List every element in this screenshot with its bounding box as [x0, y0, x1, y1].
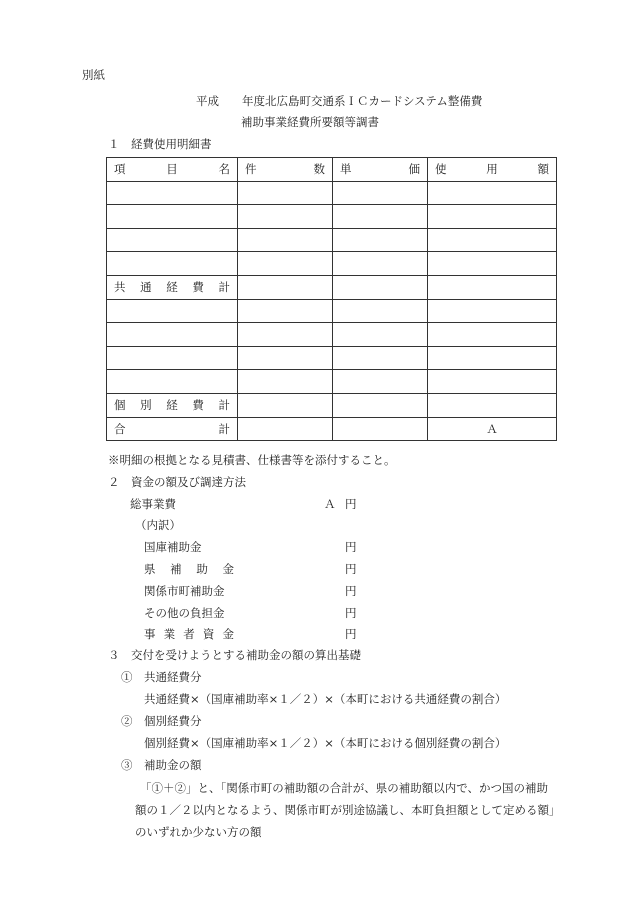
expense-detail-table [106, 157, 557, 441]
subsidy-amount-line-2: 額の１／２以内となるよう、関係市町が別途協議し、本町負担額として定める額」 [135, 803, 561, 817]
individual-cost-sub-heading: ② 個別経費分 [121, 714, 202, 728]
subsidy-amount-line-3: のいずれか少ない方の額 [135, 825, 262, 839]
individual-expense-total-row [107, 393, 557, 417]
table-row [107, 205, 557, 229]
table-row [107, 370, 557, 394]
breakdown-label: （内訳） [135, 518, 181, 532]
section1-heading: １ 経費使用明細書 [108, 137, 212, 151]
section2-heading: ２ 資金の額及び調達方法 [108, 475, 246, 489]
grand-total-label: 合 計 [107, 417, 238, 441]
fund-label-prefecture-subsidy: 県 補 助 金 [144, 562, 234, 576]
common-cost-sub-heading: ① 共通経費分 [121, 670, 202, 684]
grand-total-row [107, 417, 557, 441]
fund-yen: 円 [345, 540, 357, 554]
individual-cost-formula: 個別経費×（国庫補助率×１／２）×（本町における個別経費の割合） [144, 736, 507, 750]
individual-expense-total-label: 個 別 経 費 計 [107, 393, 238, 417]
fund-yen: 円 [345, 584, 357, 598]
common-cost-formula: 共通経費×（国庫補助率×１／２）×（本町における共通経費の割合） [144, 692, 507, 706]
table-row [107, 252, 557, 276]
common-expense-total-label: 共 通 経 費 計 [107, 275, 238, 299]
grand-total-amount-mark: Ａ [428, 417, 557, 441]
table-row [107, 323, 557, 347]
title-line-1: 平成 年度北広島町交通系ＩＣカードシステム整備費 [196, 94, 483, 108]
table-row [107, 299, 557, 323]
header-quantity: 件 数 [238, 158, 333, 182]
total-project-cost-label: 総事業費 [130, 497, 176, 511]
subsidy-amount-sub-heading: ③ 補助金の額 [121, 758, 202, 772]
fund-label-other-contributions: その他の負担金 [144, 606, 225, 620]
title-line-2: 補助事業経費所要額等調書 [241, 115, 379, 129]
total-mark: Ａ [324, 497, 336, 511]
attachment-label: 別紙 [82, 68, 105, 82]
table-row [107, 228, 557, 252]
fund-yen: 円 [345, 606, 357, 620]
subsidy-amount-line-1: 「①＋②」と、「関係市町の補助額の合計が、県の補助額以内で、かつ国の補助 [140, 781, 549, 795]
common-expense-total-row [107, 275, 557, 299]
fund-label-operator-funds: 事 業 者 資 金 [144, 627, 234, 641]
header-unit-price: 単 価 [333, 158, 428, 182]
table-row [107, 181, 557, 205]
section3-heading: ３ 交付を受けようとする補助金の額の算出基礎 [108, 648, 361, 662]
fund-yen: 円 [345, 627, 357, 641]
attachment-note: ※明細の根拠となる見積書、仕様書等を添付すること。 [108, 453, 396, 467]
header-amount-used: 使 用 額 [428, 158, 557, 182]
table-row [107, 346, 557, 370]
total-yen: 円 [345, 497, 357, 511]
fund-label-municipal-subsidy: 関係市町補助金 [144, 584, 225, 598]
table-header-row [107, 158, 557, 182]
fund-label-national-subsidy: 国庫補助金 [144, 540, 202, 554]
header-item-name: 項 目 名 [107, 158, 238, 182]
fund-yen: 円 [345, 562, 357, 576]
